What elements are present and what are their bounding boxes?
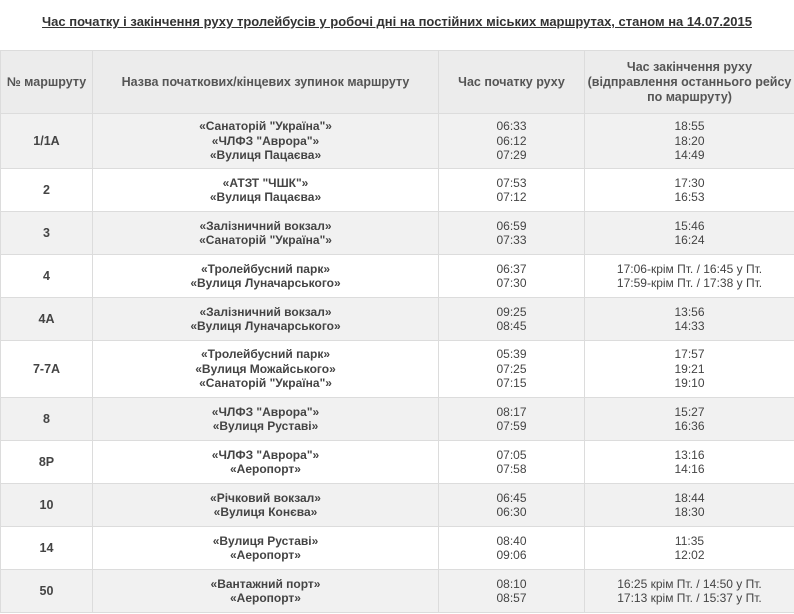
start-time: 07:15 bbox=[496, 376, 527, 391]
route-stops bbox=[93, 212, 439, 255]
end-time: 14:49 bbox=[674, 148, 705, 163]
end-times bbox=[585, 341, 794, 398]
end-time: 19:10 bbox=[674, 376, 705, 391]
end-time: 18:55 bbox=[674, 119, 705, 134]
stop-name: «Аеропорт» bbox=[230, 462, 301, 476]
stop-name: «Вулиця Пацаєва» bbox=[209, 148, 322, 163]
end-time: 14:16 bbox=[674, 462, 705, 476]
stop-name: «Вантажний порт» bbox=[210, 576, 321, 591]
stop-name: «Санаторій "Україна"» bbox=[199, 233, 332, 247]
start-time: 06:30 bbox=[496, 505, 527, 519]
route-stops bbox=[93, 341, 439, 398]
stop-name: «Вулиця Руставі» bbox=[212, 419, 319, 433]
start-times bbox=[439, 484, 585, 527]
table-row bbox=[1, 484, 794, 527]
start-time: 09:06 bbox=[496, 548, 527, 562]
table-row bbox=[1, 298, 794, 341]
end-time: 17:59-крім Пт. / 17:38 у Пт. bbox=[616, 276, 763, 290]
start-time: 06:45 bbox=[496, 490, 527, 505]
end-times bbox=[585, 169, 794, 212]
start-time: 07:25 bbox=[496, 361, 527, 376]
route-number: 1/1А bbox=[1, 114, 93, 169]
route-stops bbox=[93, 527, 439, 570]
stop-name: «ЧЛФЗ "Аврора"» bbox=[211, 447, 320, 462]
stop-name: «Санаторій "Україна"» bbox=[199, 119, 332, 134]
end-time: 17:06-крім Пт. / 16:45 у Пт. bbox=[616, 261, 763, 276]
route-stops bbox=[93, 114, 439, 169]
route-number: 8Р bbox=[1, 441, 93, 484]
end-times bbox=[585, 441, 794, 484]
stop-name: «Аеропорт» bbox=[230, 591, 301, 605]
end-times bbox=[585, 212, 794, 255]
end-times bbox=[585, 114, 794, 169]
start-time: 08:10 bbox=[496, 576, 527, 591]
page-title: Час початку і закінчення руху тролейбусів у робочі дні на постійних міських маршрутах, станом на 14.07.2015 bbox=[42, 14, 752, 29]
stop-name: «Тролейбусний парк» bbox=[201, 261, 330, 276]
start-time: 06:12 bbox=[496, 133, 527, 148]
end-time: 13:16 bbox=[674, 447, 705, 462]
start-times bbox=[439, 341, 585, 398]
start-time: 08:45 bbox=[496, 319, 527, 333]
route-stops bbox=[93, 298, 439, 341]
table-row bbox=[1, 441, 794, 484]
stop-name: «Залізничний вокзал» bbox=[199, 304, 332, 319]
start-times bbox=[439, 298, 585, 341]
end-time: 16:24 bbox=[674, 233, 705, 247]
end-time: 18:44 bbox=[674, 490, 705, 505]
stop-name: «Тролейбусний парк» bbox=[201, 347, 330, 362]
stop-name: «Вулиця Конєва» bbox=[213, 505, 318, 519]
start-time: 07:53 bbox=[496, 175, 527, 190]
end-time: 18:20 bbox=[674, 133, 705, 148]
end-time: 15:46 bbox=[674, 218, 705, 233]
table-row bbox=[1, 255, 794, 298]
table-row bbox=[1, 398, 794, 441]
route-number: 3 bbox=[1, 212, 93, 255]
stop-name: «Вулиця Пацаєва» bbox=[209, 190, 322, 204]
end-time: 14:33 bbox=[674, 319, 705, 333]
start-times bbox=[439, 441, 585, 484]
header-route-no: № маршруту bbox=[1, 51, 93, 114]
end-times bbox=[585, 298, 794, 341]
start-time: 07:33 bbox=[496, 233, 527, 247]
start-time: 07:58 bbox=[496, 462, 527, 476]
route-stops bbox=[93, 441, 439, 484]
header-end-time: Час закінчення руху (відправлення останнього рейсу по маршруту) bbox=[585, 51, 794, 114]
stop-name: «Санаторій "Україна"» bbox=[199, 376, 332, 391]
start-time: 08:17 bbox=[496, 404, 527, 419]
start-time: 06:37 bbox=[496, 261, 527, 276]
schedule-table bbox=[0, 50, 794, 613]
start-times bbox=[439, 212, 585, 255]
end-time: 18:30 bbox=[674, 505, 705, 519]
table-row bbox=[1, 341, 794, 398]
end-time: 17:30 bbox=[674, 175, 705, 190]
route-stops bbox=[93, 570, 439, 613]
end-times bbox=[585, 484, 794, 527]
end-time: 17:13 крім Пт. / 15:37 у Пт. bbox=[617, 591, 762, 605]
route-number: 14 bbox=[1, 527, 93, 570]
route-stops bbox=[93, 255, 439, 298]
stop-name: «Річковий вокзал» bbox=[210, 490, 321, 505]
end-time: 19:21 bbox=[674, 361, 705, 376]
end-time: 13:56 bbox=[674, 304, 705, 319]
stop-name: «Аеропорт» bbox=[230, 548, 301, 562]
start-times bbox=[439, 255, 585, 298]
end-times bbox=[585, 255, 794, 298]
stop-name: «Вулиця Луначарського» bbox=[190, 319, 341, 333]
start-times bbox=[439, 114, 585, 169]
table-row bbox=[1, 114, 794, 169]
route-number: 4А bbox=[1, 298, 93, 341]
route-number: 50 bbox=[1, 570, 93, 613]
table-row bbox=[1, 570, 794, 613]
start-time: 07:29 bbox=[496, 148, 527, 163]
start-time: 05:39 bbox=[496, 347, 527, 362]
route-number: 10 bbox=[1, 484, 93, 527]
end-times bbox=[585, 398, 794, 441]
header-start-time: Час початку руху bbox=[439, 51, 585, 114]
end-time: 16:36 bbox=[674, 419, 705, 433]
header-stops: Назва початкових/кінцевих зупинок маршруту bbox=[93, 51, 439, 114]
route-number: 8 bbox=[1, 398, 93, 441]
start-time: 07:30 bbox=[496, 276, 527, 290]
end-time: 17:57 bbox=[674, 347, 705, 362]
end-time: 16:53 bbox=[674, 190, 705, 204]
table-body bbox=[1, 114, 794, 613]
end-time: 16:25 крім Пт. / 14:50 у Пт. bbox=[617, 576, 762, 591]
stop-name: «АТЗТ "ЧШК"» bbox=[222, 175, 309, 190]
route-stops bbox=[93, 484, 439, 527]
start-times bbox=[439, 398, 585, 441]
stop-name: «Вулиця Луначарського» bbox=[190, 276, 341, 290]
start-times bbox=[439, 527, 585, 570]
start-time: 08:40 bbox=[496, 533, 527, 548]
end-time: 15:27 bbox=[674, 404, 705, 419]
table-row bbox=[1, 527, 794, 570]
stop-name: «Залізничний вокзал» bbox=[199, 218, 332, 233]
start-time: 07:59 bbox=[496, 419, 527, 433]
start-times bbox=[439, 570, 585, 613]
start-time: 07:12 bbox=[496, 190, 527, 204]
route-number: 4 bbox=[1, 255, 93, 298]
table-row bbox=[1, 169, 794, 212]
route-number: 7-7А bbox=[1, 341, 93, 398]
route-stops bbox=[93, 398, 439, 441]
end-times bbox=[585, 527, 794, 570]
route-number: 2 bbox=[1, 169, 93, 212]
start-time: 08:57 bbox=[496, 591, 527, 605]
stop-name: «Вулиця Можайського» bbox=[195, 361, 336, 376]
start-time: 09:25 bbox=[496, 304, 527, 319]
end-time: 12:02 bbox=[674, 548, 705, 562]
start-times bbox=[439, 169, 585, 212]
start-time: 06:59 bbox=[496, 218, 527, 233]
stop-name: «ЧЛФЗ "Аврора"» bbox=[211, 404, 320, 419]
stop-name: «ЧЛФЗ "Аврора"» bbox=[211, 133, 320, 148]
table-row bbox=[1, 212, 794, 255]
end-time: 11:35 bbox=[674, 533, 705, 548]
stop-name: «Вулиця Руставі» bbox=[212, 533, 319, 548]
end-times bbox=[585, 570, 794, 613]
start-time: 06:33 bbox=[496, 119, 527, 134]
table-header-row bbox=[1, 51, 794, 114]
start-time: 07:05 bbox=[496, 447, 527, 462]
route-stops bbox=[93, 169, 439, 212]
